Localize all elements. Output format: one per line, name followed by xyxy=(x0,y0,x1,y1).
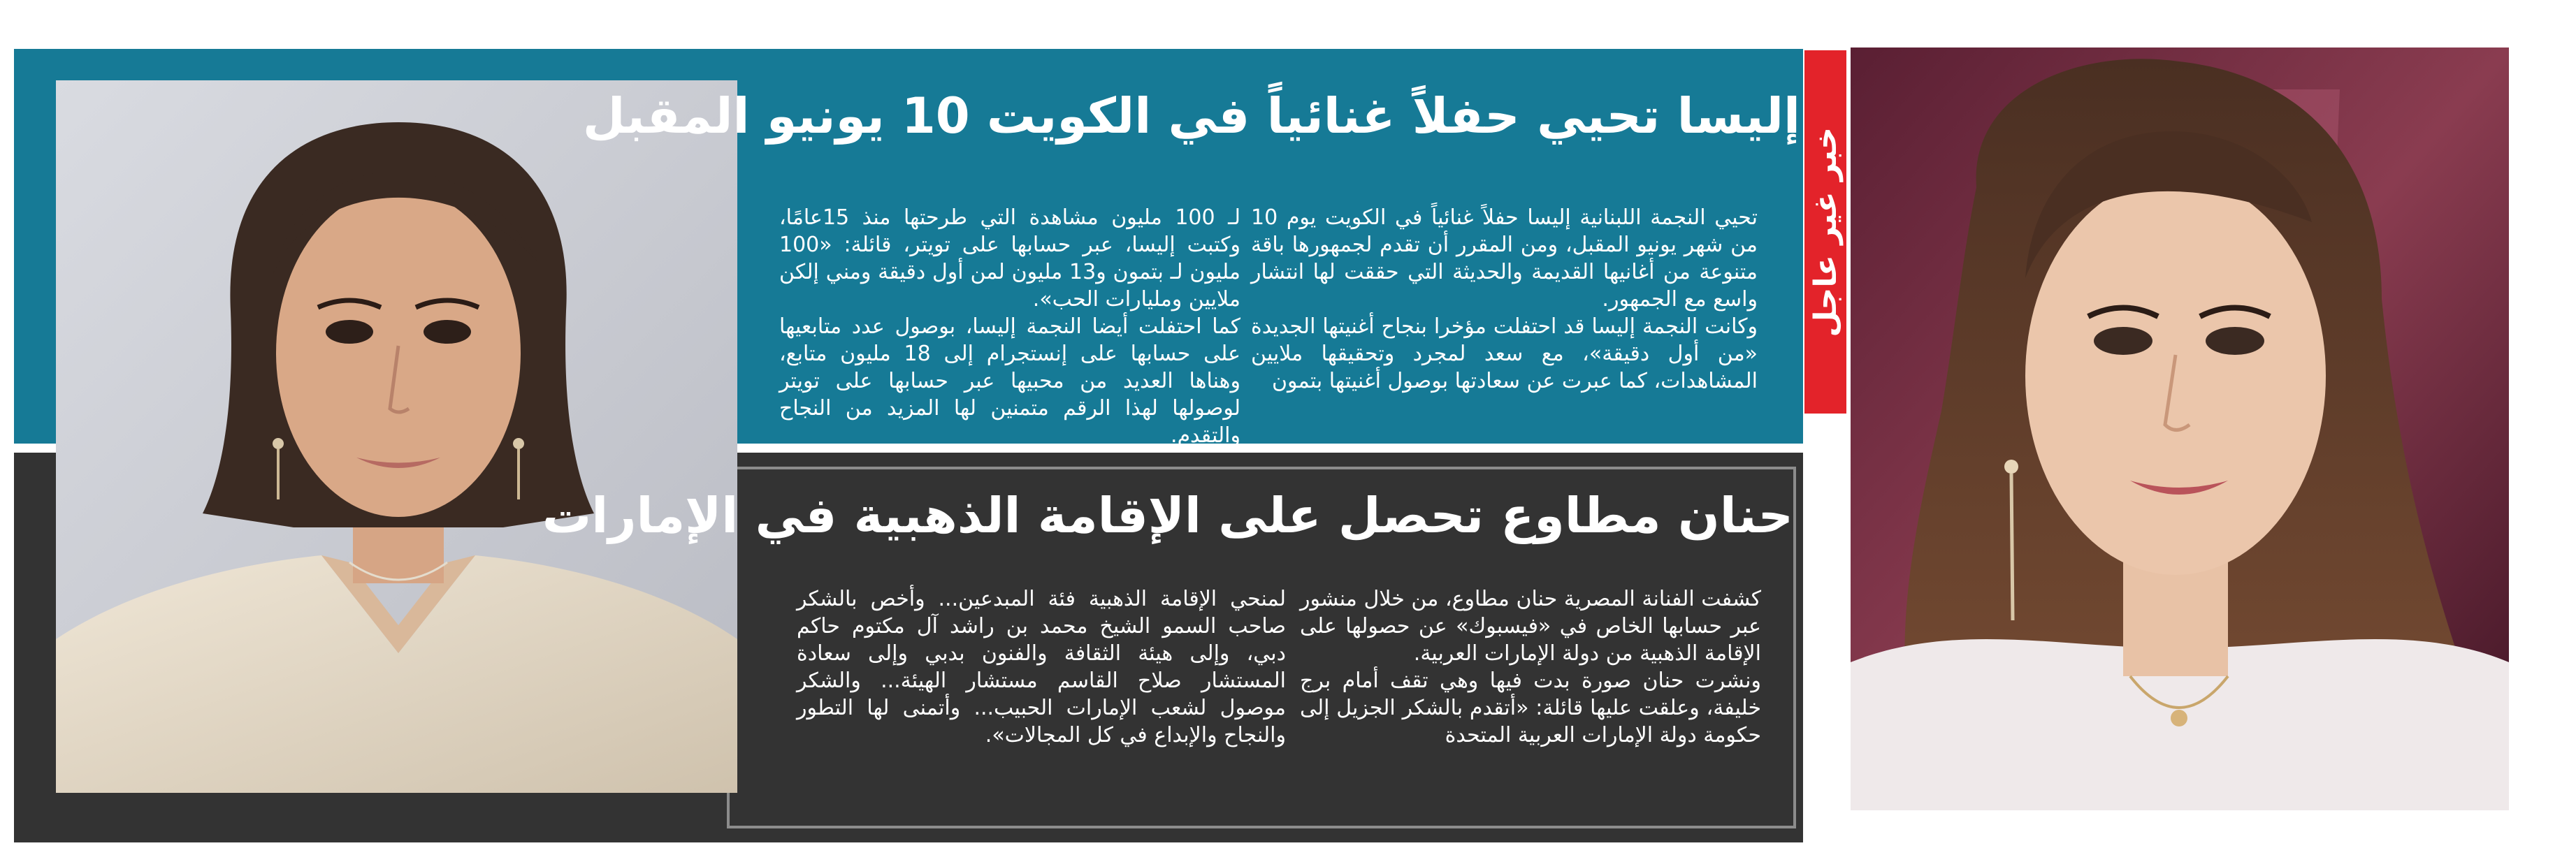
story1-column-1 xyxy=(1251,204,1758,421)
story2-col2-para1: لمنحي الإقامة الذهبية فئة المبدعين... وأخص بالشكر صاحب السمو الشيخ محمد بن راشد آل مكتوم حاكم دبي، وإلى هيئة الثقافة والفنون بدبي وإلى سعادة المستشار صلاح القاسم مستشار الهيئة... والشكر موصول لشعب الإمارات الحبيب... وأتمنى لها التطور والنجاح والإبداع في كل المجالات». xyxy=(797,587,1286,747)
story1-col2-para2: كما احتفلت أيضا النجمة إليسا، بوصول عدد متابعيها على حسابها على إنستجرام إلى 18 مليون متابع، وهناها العديد من محبيها عبر حسابها على تويتر لوصولها لهذا الرقم متمنين لها المزيد من النجاح والتقدم. xyxy=(779,314,1240,448)
story1-column-2 xyxy=(779,204,1240,448)
elissa-photo xyxy=(1851,48,2509,810)
hanan-portrait-illustration xyxy=(56,80,737,793)
story1-col2-para1: لـ 100 مليون مشاهدة التي طرحتها منذ 15عامًا، وكتبت إليسا، عبر حسابها على تويتر، قائلة: «100 مليون لـ بتمون و13 مليون لمن أول دقيقة ومني إلكن ملايين ومليارات الحب». xyxy=(779,205,1240,312)
section-label-text: خبر غير عاجل xyxy=(1807,126,1844,337)
story1-col1-para1: تحيي النجمة اللبنانية إليسا حفلاً غنائياً في الكويت يوم 10 من شهر يونيو المقبل، ومن المقرر أن تقدم لجمهورها باقة متنوعة من أغانيها القديمة والحديثة التي حققت لها انتشار واسع مع الجمهور. xyxy=(1251,205,1758,312)
section-label xyxy=(1804,50,1846,414)
hanan-photo xyxy=(56,80,737,793)
story2-column-1 xyxy=(1300,585,1761,809)
story2-column-2 xyxy=(797,585,1286,809)
story2-col1-para1: كشفت الفنانة المصرية حنان مطاوع، من خلال منشور عبر حسابها الخاص في «فيسبوك» عن حصولها على الإقامة الذهبية من دولة الإمارات العربية. xyxy=(1300,587,1761,666)
story2-col1-para2: ونشرت حنان صورة بدت فيها وهي تقف أمام برج خليفة، وعلقت عليها قائلة: «أتقدم بالشكر الجزيل إلى حكومة دولة الإمارات العربية المتحدة xyxy=(1300,669,1761,747)
story1-col1-para2: وكانت النجمة إليسا قد احتفلت مؤخرا بنجاح أغنيتها الجديدة «من أول دقيقة»، مع سعد لمجرد وتحقيقها ملايين المشاهدات، كما عبرت عن سعادتها بوصول أغنيتها بتمون xyxy=(1251,314,1758,393)
story1-headline: إليسا تحيي حفلاً غنائياً في الكويت 10 يونيو المقبل xyxy=(582,87,1800,145)
elissa-portrait-illustration xyxy=(1851,48,2509,810)
story2-headline: حنان مطاوع تحصل على الإقامة الذهبية في الإمارات xyxy=(542,487,1793,544)
